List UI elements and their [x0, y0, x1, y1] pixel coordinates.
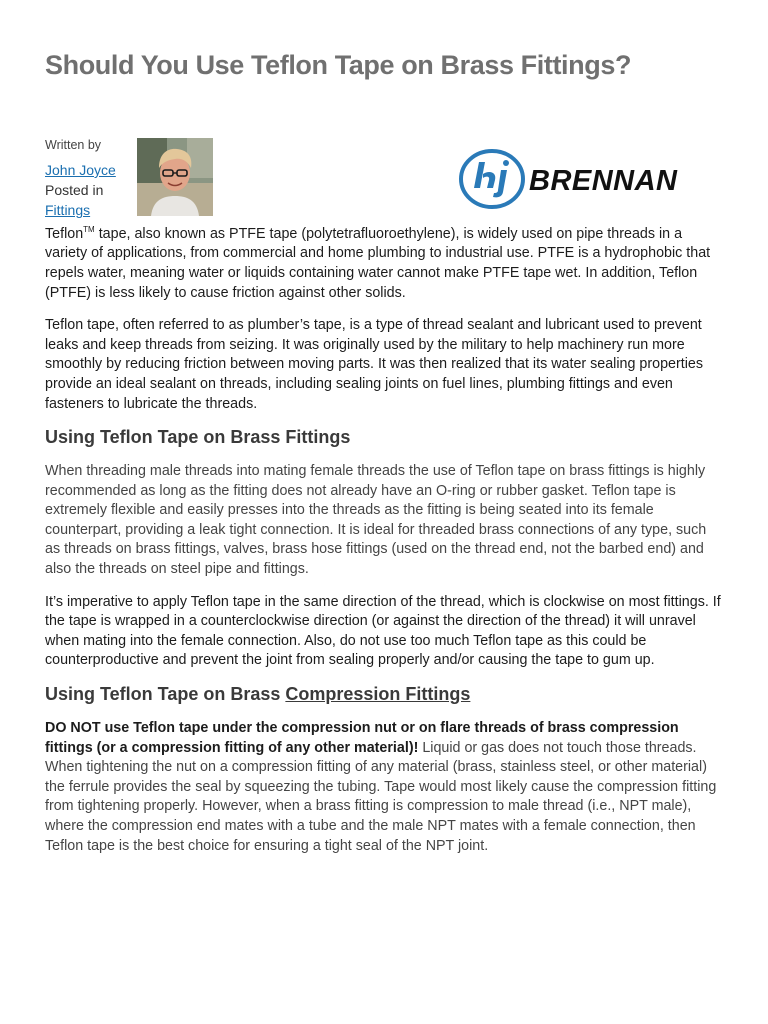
author-link[interactable]: John Joyce — [45, 162, 116, 178]
section-heading-brass-fittings: Using Teflon Tape on Brass Fittings — [45, 427, 351, 448]
page-title: Should You Use Teflon Tape on Brass Fittings? — [45, 50, 632, 80]
paragraph-threading: When threading male threads into mating female threads the use of Teflon tape on brass fittings is highly recommended as long as the fitting does not already have an O-ring or rubber gasket. Teflon tape is extremely flexible and easily presses into the threads as the fitting is being seated into its female counterpart, providing a leak tight connection. It is ideal for threaded brass connections of any type, such as threads on brass fittings, valves, brass hose fittings (used on the thread end, not the barbed end) and also the threads on steel pipe and fittings. — [45, 463, 707, 578]
paragraph-plumbers-tape: Teflon tape, often referred to as plumber’s tape, is a type of thread sealant and lubricant used to prevent leaks and keep threads from seizing. It was originally used by the military to help machinery run more smoothly by reducing friction between moving parts. It was then realized that its water sealing properties provide an ideal sealant on threads, including sealing joints on fuel lines, plumbing fittings and even fasteners to lubricate the threads. — [45, 317, 703, 412]
brennan-logo — [459, 148, 715, 210]
logo-wordmark: BRENNAN — [529, 165, 678, 197]
category-link[interactable]: Fittings — [45, 202, 91, 218]
written-by-label: Written by — [45, 138, 102, 152]
warning-text: DO NOT use Teflon tape under the compression nut or on flare threads of brass compression fittings (or a compression fitting of any other material)! — [45, 720, 679, 756]
article-body — [45, 220, 725, 869]
paragraph-compression-warning: DO NOT use Teflon tape under the compression nut or on flare threads of brass compression fittings (or a compression fitting of any other material)! Liquid or gas does not touch those threads. When tightening the nut on a compression fitting of any material (brass, stainless steel, or other material) the ferrule provides the seal by squeezing the tubing. Tape would most likely cause the compression fitting from tightening properly. However, when a brass fitting is compression to male thread (i.e., NPT male), where the compression end mates with a tube and the male NPT mates with a female connection, then Teflon tape is the best choice for ensuring a tight seal of the NPT joint. — [45, 720, 717, 854]
posted-in-label: Posted in — [45, 182, 104, 198]
paragraph-direction: It’s imperative to apply Teflon tape in the same direction of the thread, which is clockwise on most fittings. If the tape is wrapped in a counterclockwise direction (or against the direction of the thread) it will unravel when mating into the female connection. Also, do not use too much Teflon tape as this could be counterproductive and prevent the joint from sealing properly and/or causing the tape to gum up. — [45, 593, 721, 669]
section-heading-compression-fittings: Using Teflon Tape on Brass Compression Fittings — [45, 684, 471, 705]
article-meta — [45, 138, 725, 222]
compression-fittings-link[interactable]: Compression Fittings — [285, 684, 471, 705]
author-avatar — [137, 138, 213, 216]
paragraph-intro: Teflon™ tape, also known as PTFE tape (polytetrafluoroethylene), is widely used on pipe threads in a variety of applications, from commercial and home plumbing to industrial use. PTFE is a hydrophobic that repels water, meaning water or liquids containing water cannot make PTFE tape wet. In addition, Teflon (PTFE) is less likely to cause friction against other solids. — [45, 225, 711, 301]
